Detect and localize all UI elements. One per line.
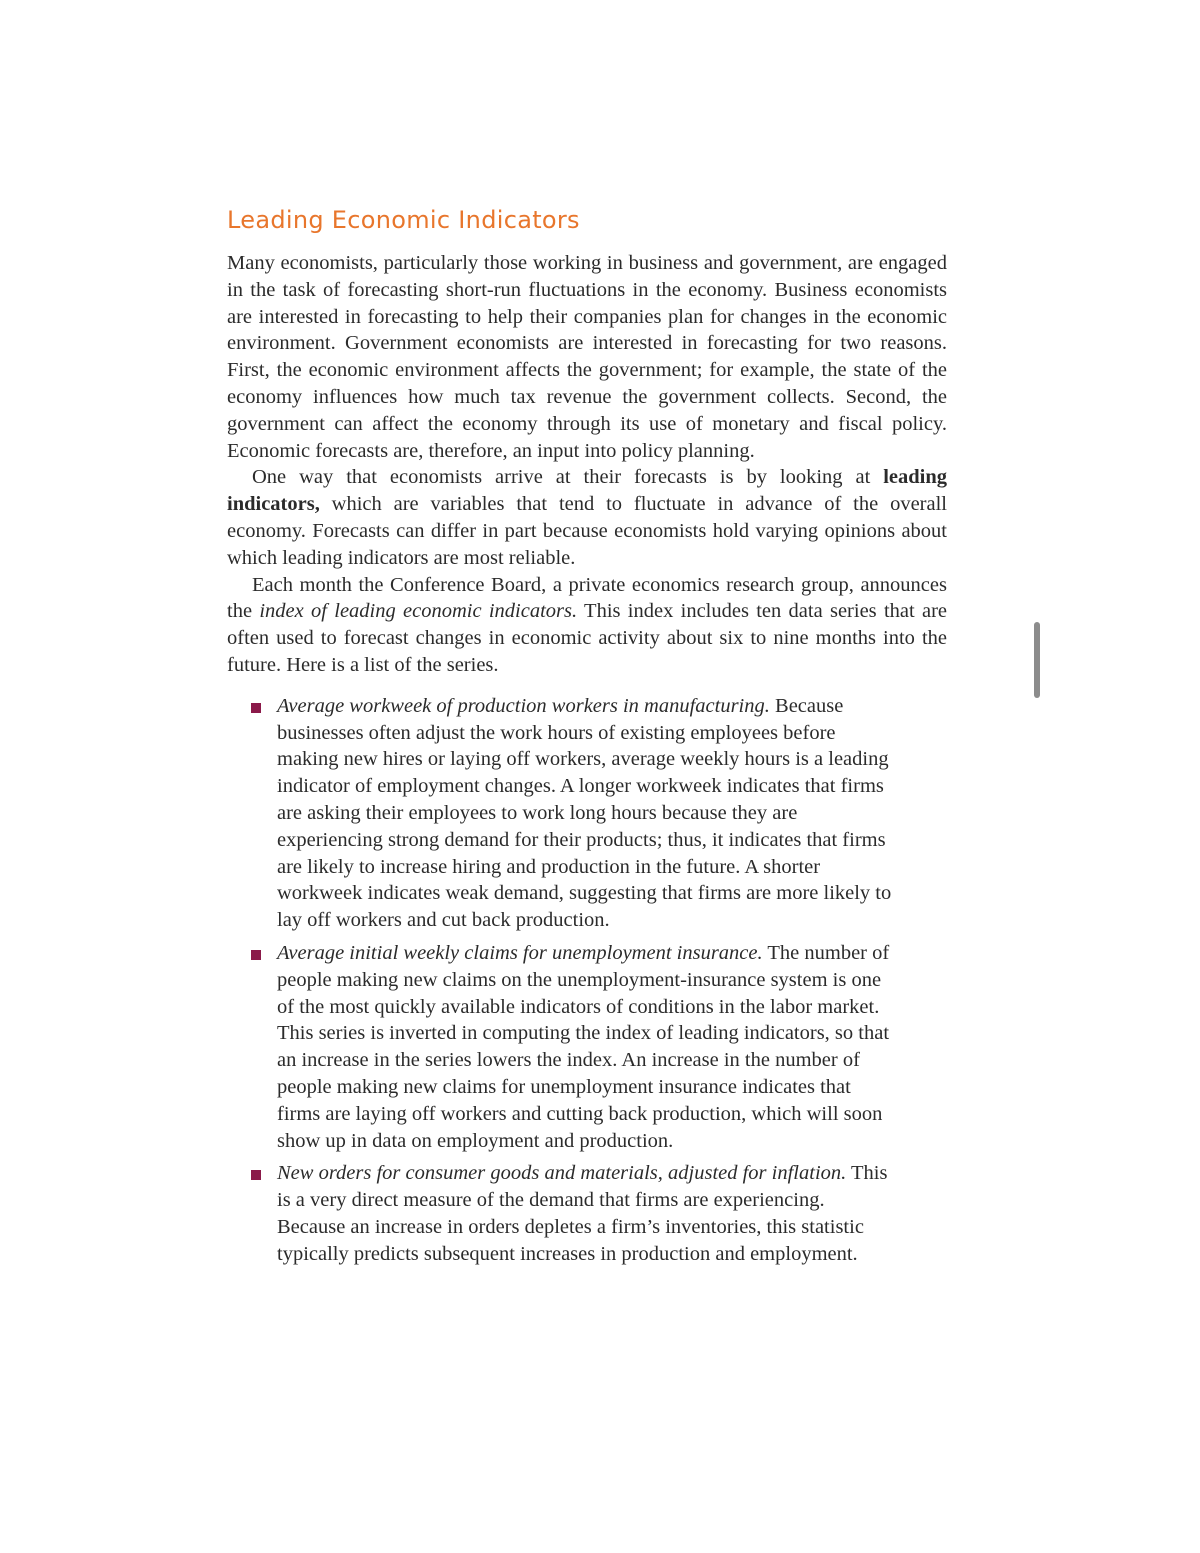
page-content (227, 204, 947, 1273)
list-item-title: New orders for consumer goods and materials, adjusted for inflation. (277, 1162, 847, 1185)
list-item-text: This is a very direct measure of the demand that firms are experiencing. Because an increase in orders depletes a firm’s inventories, this statistic typically predicts subsequent increases in production and employment. (277, 1162, 888, 1265)
list-item-title: Average workweek of production workers in manufacturing. (277, 694, 770, 717)
list-item-title: Average initial weekly claims for unemployment insurance. (277, 941, 763, 964)
paragraph-text: which are variables that tend to fluctuate in advance of the overall economy. Forecasts can differ in part because economists hold varying opinions about which leading indicators are most reliable. (227, 493, 947, 569)
key-term-leading-indicators: leading indicators, (227, 466, 947, 516)
list-item (227, 1160, 897, 1267)
paragraph-text: This index includes ten data series that are often used to forecast changes in economic activity about six to nine months into the future. Here is a list of the series. (227, 600, 947, 676)
paragraph-leading-indicators (227, 464, 947, 571)
list-item (227, 693, 897, 934)
list-item-text: Because businesses often adjust the work hours of existing employees before making new hires or laying off workers, average weekly hours is a leading indicator of employment changes. A longer workweek indicates that firms are asking their employees to work long hours because they are experiencing strong demand for their products; thus, it indicates that firms are likely to increase hiring and production in the future. A shorter workweek indicates weak demand, suggesting that firms are more likely to lay off workers and cut back production. (277, 694, 892, 932)
scrollbar-thumb[interactable] (1034, 622, 1040, 698)
indicator-list (227, 693, 947, 1268)
list-item (227, 940, 897, 1154)
square-bullet-icon (251, 703, 261, 713)
square-bullet-icon (251, 1170, 261, 1180)
paragraph-text: One way that economists arrive at their forecasts is by looking at (252, 466, 884, 489)
square-bullet-icon (251, 950, 261, 960)
section-heading: Leading Economic Indicators (227, 206, 580, 234)
term-index-of-leading-indicators: index of leading economic indicators. (259, 600, 578, 623)
list-item-text: The number of people making new claims on the unemployment-insurance system is one of the most quickly available indicators of conditions in the labor market. This series is inverted in computing the index of leading indicators, so that an increase in the series lowers the index. An increase in the number of people making new claims for unemployment insurance indicates that firms are laying off workers and cutting back production, which will soon show up in data on employment and production. (277, 941, 890, 1152)
paragraph-conference-board (227, 572, 947, 679)
paragraph-text: Each month the Conference Board, a private economics research group, announces the (227, 573, 947, 623)
paragraph-intro: Many economists, particularly those working in business and government, are engaged in the task of forecasting short-run fluctuations in the economy. Business economists are interested in forecasting to help their companies plan for changes in the economic environment. Government economists are interested in forecasting for two reasons. First, the economic environment affects the government; for example, the state of the economy influences how much tax revenue the government collects. Second, the government can affect the economy through its use of monetary and fiscal policy. Economic forecasts are, therefore, an input into policy planning. (227, 252, 947, 462)
